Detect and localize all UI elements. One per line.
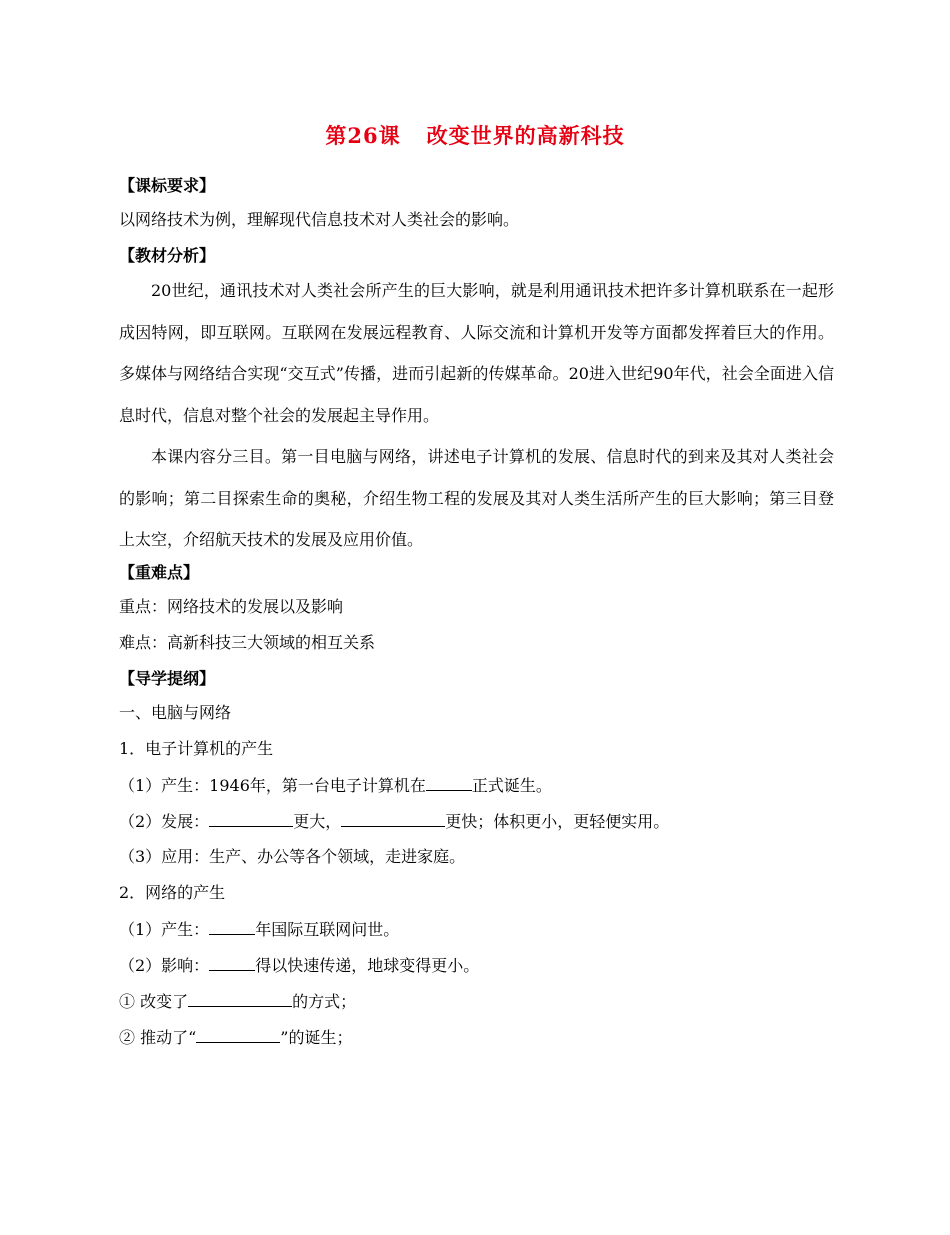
lesson-number: 第26课: [325, 123, 401, 148]
item-2-2-text: （2）影响：: [119, 955, 210, 975]
outline-item-1: 1．电子计算机的产生: [119, 738, 274, 758]
fill-blank[interactable]: [188, 991, 292, 1007]
key-points-heading: 【重难点】: [119, 562, 200, 582]
fill-blank[interactable]: [341, 811, 445, 827]
analysis-paragraph-2: 本课内容分三目。第一目电脑与网络，讲述电子计算机的发展、信息时代的到来及其对人类社会的影响；第二目探索生命的奥秘，介绍生物工程的发展及其对人类生活所产生的巨大影响；第三目登上太空，介绍航天技术的发展及应用价值。: [119, 447, 834, 549]
circled-1-text-end: 的方式；: [292, 991, 357, 1011]
circled-1-text: ① 改变了: [119, 991, 189, 1011]
outline-item-1-2: [119, 811, 834, 847]
difficult-point: 难点：高新科技三大领域的相互关系: [119, 632, 376, 652]
outline-item-2-2: [119, 955, 834, 991]
outline-item-2-1: [119, 919, 834, 955]
circled-item-1: [119, 991, 834, 1027]
outline-item-1-1: [119, 775, 834, 811]
item-2-1-text: （1）产生：: [119, 919, 210, 939]
fill-blank[interactable]: [209, 919, 255, 935]
outline-part-1: 一、电脑与网络: [119, 702, 232, 722]
fill-blank[interactable]: [209, 811, 293, 827]
fill-blank[interactable]: [209, 955, 255, 971]
item-1-1-text: （1）产生：1946年，第一台电子计算机在: [119, 775, 426, 795]
item-2-1-text-end: 年国际互联网问世。: [255, 919, 400, 939]
analysis-paragraph-1: 20世纪，通讯技术对人类社会所产生的巨大影响，就是利用通讯技术把许多计算机联系在一起形成因特网，即互联网。互联网在发展远程教育、人际交流和计算机开发等方面都发挥着巨大的作用。多媒体与网络结合实现“交互式”传播，进而引起新的传媒革命。20进入世纪90年代，社会全面进入信息时代，信息对整个社会的发展起主导作用。: [119, 281, 834, 425]
analysis-heading: 【教材分析】: [119, 246, 216, 265]
circled-2-text: ② 推动了“: [119, 1027, 197, 1047]
lesson-title: [0, 120, 950, 150]
fill-blank[interactable]: [426, 775, 472, 791]
lesson-name: 改变世界的高新科技: [426, 123, 625, 148]
curriculum-text: 以网络技术为例，理解现代信息技术对人类社会的影响。: [119, 210, 520, 229]
outline-heading: 【导学提纲】: [119, 668, 216, 688]
item-2-2-text-end: 得以快速传递，地球变得更小。: [255, 955, 480, 975]
key-point: 重点：网络技术的发展以及影响: [119, 596, 344, 616]
circled-2-text-end: ”的诞生；: [280, 1027, 353, 1047]
circled-item-2: [119, 1027, 834, 1063]
curriculum-heading: 【课标要求】: [119, 176, 216, 195]
fill-blank[interactable]: [196, 1027, 280, 1043]
document-body: [119, 176, 834, 1063]
item-1-1-text-end: 正式诞生。: [471, 775, 552, 795]
item-1-2-text-mid: 更大，: [293, 811, 342, 831]
outline-item-1-3: （3）应用：生产、办公等各个领域，走进家庭。: [119, 846, 466, 866]
item-1-2-text: （2）发展：: [119, 811, 210, 831]
outline-item-2: 2．网络的产生: [119, 882, 226, 902]
item-1-2-text-end: 更快；体积更小，更轻便实用。: [445, 811, 670, 831]
